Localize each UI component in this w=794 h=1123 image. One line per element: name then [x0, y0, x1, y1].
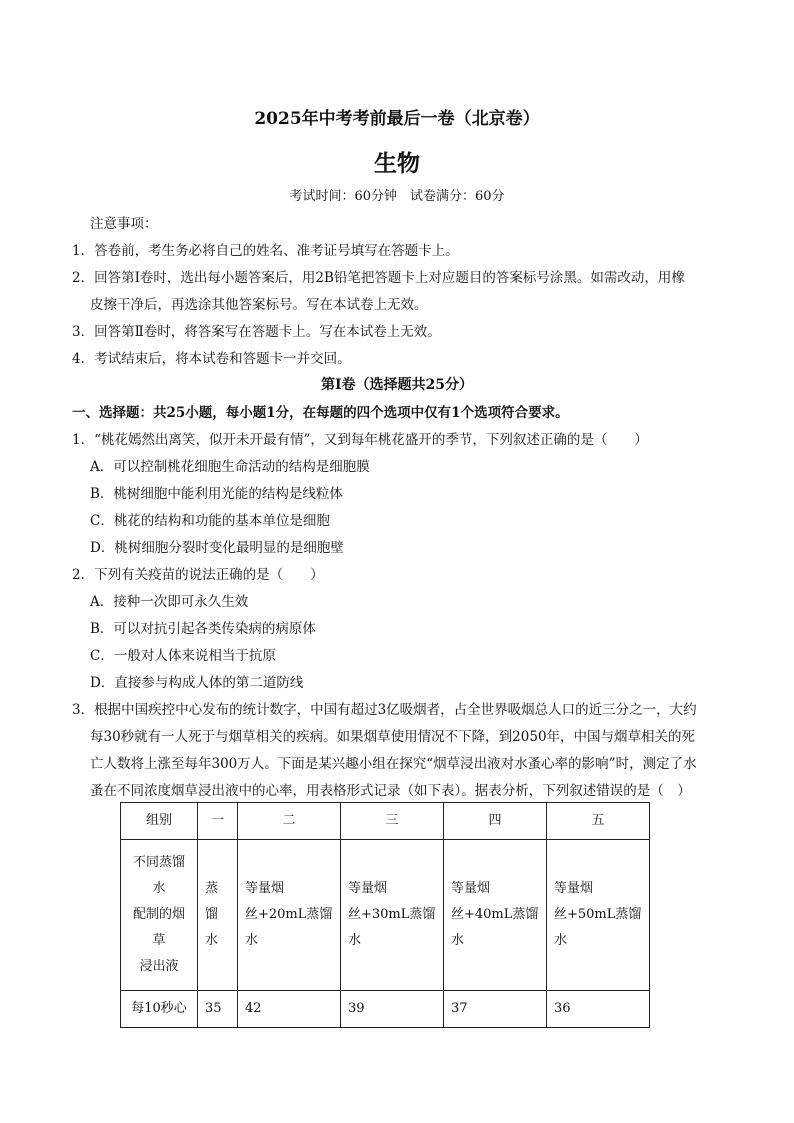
question-1-option-b: B．桃树细胞中能利用光能的结构是线粒体	[90, 486, 343, 502]
cell-line: 水	[554, 933, 568, 948]
cell-line: 等量烟	[245, 881, 285, 896]
question-1-stem: 1．“桃花嫣然出离笑，似开未开最有情”，又到每年桃花盛开的季节，下列叙述正确的是（ ）	[72, 432, 648, 448]
label-line: 不同蒸馏	[132, 855, 185, 870]
note-item-2-cont: 皮擦干净后，再选涂其他答案标号。写在本试卷上无效。	[90, 297, 428, 313]
label-line: 配制的烟	[132, 907, 185, 922]
table-cell	[444, 840, 547, 991]
section-title: 第Ⅰ卷（选择题共25分）	[320, 377, 474, 393]
cell-line: 丝+30mL蒸馏	[348, 907, 436, 922]
cell-line: 丝+50mL蒸馏	[554, 907, 642, 922]
subject-title: 生物	[374, 150, 420, 177]
question-3-stem-line-4: 蚤在不同浓度烟草浸出液中的心率，用表格形式记录（如下表）。据表分析，下列叙述错误的是（ ）	[90, 783, 691, 799]
exam-title: 2025年中考考前最后一卷（北京卷）	[254, 109, 540, 129]
question-3-stem-line-1: 3．根据中国疾控中心发布的统计数字，中国有超过3亿吸烟者，占全世界吸烟总人口的近三分之一，大约	[72, 702, 697, 718]
table-row	[121, 840, 650, 991]
table-cell: 37	[444, 991, 547, 1028]
table-header-row	[121, 803, 650, 840]
section-instruction: 一、选择题：共25小题，每小题1分，在每题的四个选项中仅有1个选项符合要求。	[72, 405, 569, 421]
note-item-3: 3．回答第Ⅱ卷时，将答案写在答题卡上。写在本试卷上无效。	[72, 324, 441, 340]
question-2-option-c: C．一般对人体来说相当于抗原	[90, 648, 276, 664]
note-item-2: 2．回答第Ⅰ卷时，选出每小题答案后，用2B铅笔把答题卡上对应题目的答案标号涂黑。如需改动，用橡	[72, 270, 685, 286]
label-line: 浸出液	[139, 959, 179, 974]
heart-rate-table	[120, 802, 650, 1028]
cell-line: 水	[451, 933, 465, 948]
question-2-stem: 2．下列有关疫苗的说法正确的是（ ）	[72, 567, 324, 583]
label-line: 水	[152, 881, 166, 896]
cell-line: 水	[348, 933, 362, 948]
table-header-cell: 三	[341, 803, 444, 840]
table-row-label: 每10秒心	[121, 991, 198, 1028]
table-cell: 35	[198, 991, 238, 1028]
table-cell	[341, 840, 444, 991]
exam-info: 考试时间：60分钟 试卷满分：60分	[289, 189, 505, 204]
table-cell	[198, 840, 238, 991]
note-item-1: 1．答卷前，考生务必将自己的姓名、准考证号填写在答题卡上。	[72, 243, 459, 259]
question-1-option-c: C．桃花的结构和功能的基本单位是细胞	[90, 513, 330, 529]
cell-line: 丝+40mL蒸馏	[451, 907, 539, 922]
question-2-option-a: A．接种一次即可永久生效	[90, 594, 249, 610]
cell-line: 水	[245, 933, 259, 948]
question-1-option-d: D．桃树细胞分裂时变化最明显的是细胞壁	[90, 540, 344, 556]
table-header-cell: 四	[444, 803, 547, 840]
table-cell	[238, 840, 341, 991]
table-cell: 39	[341, 991, 444, 1028]
cell-line: 水	[205, 933, 219, 948]
question-1-option-a: A．可以控制桃花细胞生命活动的结构是细胞膜	[90, 459, 370, 475]
notes-heading: 注意事项：	[90, 216, 158, 232]
table-row	[121, 991, 650, 1028]
question-2-option-b: B．可以对抗引起各类传染病的病原体	[90, 621, 316, 637]
table-header-cell: 一	[198, 803, 238, 840]
question-2-option-d: D．直接参与构成人体的第二道防线	[90, 675, 304, 691]
label-line: 草	[152, 933, 166, 948]
table-cell: 42	[238, 991, 341, 1028]
cell-line: 等量烟	[554, 881, 594, 896]
table-header-cell: 二	[238, 803, 341, 840]
table-cell	[547, 840, 650, 991]
question-3-stem-line-3: 亡人数将上涨至每年300万人。下面是某兴趣小组在探究“烟草浸出液对水蚤心率的影响”时，测定了水	[90, 756, 697, 772]
table-header-cell: 五	[547, 803, 650, 840]
cell-line: 等量烟	[348, 881, 388, 896]
table-cell: 36	[547, 991, 650, 1028]
table-header-cell: 组别	[121, 803, 198, 840]
note-item-4: 4．考试结束后，将本试卷和答题卡一并交回。	[72, 351, 351, 367]
cell-line: 等量烟	[451, 881, 491, 896]
table-row-label	[121, 840, 198, 991]
cell-line: 丝+20mL蒸馏	[245, 907, 333, 922]
question-3-stem-line-2: 每30秒就有一人死于与烟草相关的疾病。如果烟草使用情况不下降，到2050年，中国与烟草相关的死	[90, 729, 696, 745]
cell-line: 蒸馏	[205, 881, 219, 922]
